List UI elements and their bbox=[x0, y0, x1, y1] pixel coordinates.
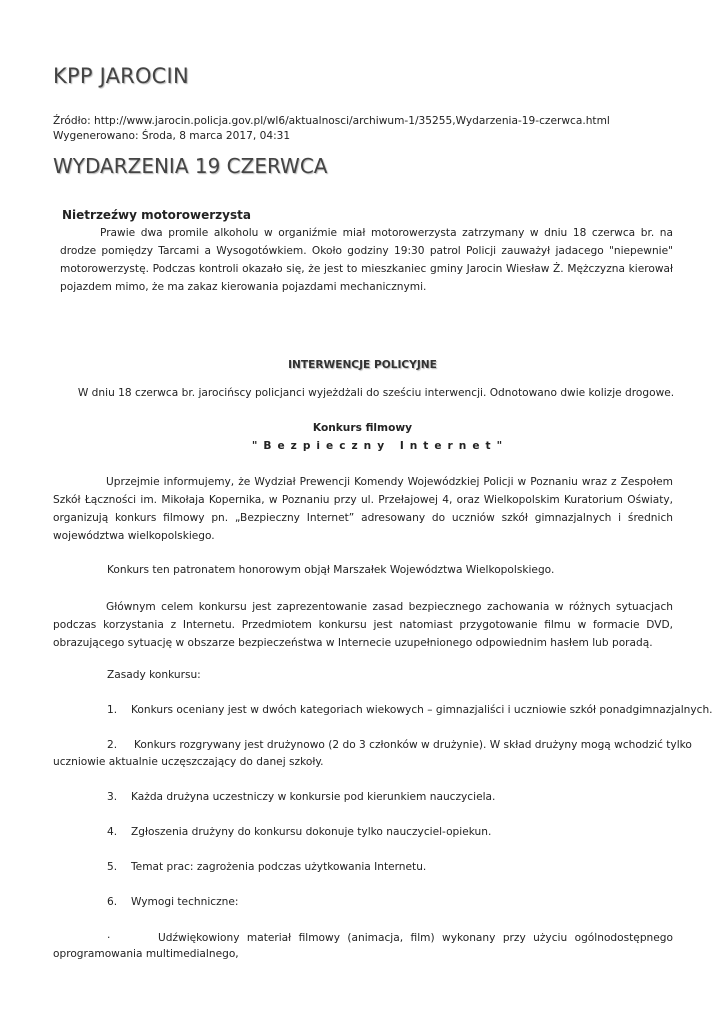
article-heading: Nietrzeźwy motorowerzysta bbox=[62, 208, 251, 222]
site-title: KPP JAROCIN bbox=[53, 64, 189, 88]
list-number: 2. bbox=[107, 739, 118, 751]
list-text: Wymogi techniczne: bbox=[131, 896, 239, 908]
list-text: Temat prac: zagrożenia podczas użytkowania Internetu. bbox=[131, 861, 427, 873]
contest-paragraph: Uprzejmie informujemy, że Wydział Prewencji Komendy Wojewódzkiej Policji w Poznaniu wraz z Zespołem Szkół Łączności im. Mikołaja Kopernika, w Poznaniu przy ul. Przełajowej 4, oraz Wielkopolskim Kuratorium Oświaty, organizują konkurs filmowy pn. „Bezpieczny Internet” adresowany do uczniów szkół gimnazjalnych i średnich województwa wielkopolskiego. bbox=[53, 476, 673, 542]
contest-title: Konkurs filmowy bbox=[312, 422, 413, 434]
list-text: Konkurs oceniany jest w dwóch kategoriach wiekowych – gimnazjaliści i uczniowie szkół ponadgimnazjalnych. bbox=[131, 704, 713, 716]
article-body: Prawie dwa promile alkoholu w organiźmie miał motorowerzysta zatrzymany w dniu 18 czerwca br. na drodze pomiędzy Tarcami a Wysogotówkiem. Około godziny 19:30 patrol Policji zauważył jadacego "niepewnie" motorowerzystę. Podczas kontroli okazało się, że jest to mieszkaniec gminy Jarocin Wiesław Ż. Mężczyzna kierował pojazdem mimo, że ma zakaz kierowania pojazdami mechanicznymi. bbox=[60, 227, 673, 293]
list-text: Konkurs rozgrywany jest drużynowo (2 do 3 członków w drużynie). W skład drużyny mogą wchodzić tylko bbox=[134, 739, 692, 751]
rules-label: Zasady konkursu: bbox=[107, 669, 201, 681]
list-text: Zgłoszenia drużyny do konkursu dokonuje tylko nauczyciel-opiekun. bbox=[131, 826, 492, 838]
page-title: WYDARZENIA 19 CZERWCA bbox=[53, 154, 328, 178]
bullet-symbol: · bbox=[107, 932, 111, 944]
list-number: 6. bbox=[107, 896, 118, 908]
bullet-text: oprogramowania multimedialnego, bbox=[53, 948, 239, 960]
interventions-text: W dniu 18 czerwca br. jarocińscy policjanci wyjeżdżali do sześciu interwencji. Odnotowano dwie kolizje drogowe. bbox=[77, 387, 675, 399]
contest-patronage: Konkurs ten patronatem honorowym objął Marszałek Województwa Wielkopolskiego. bbox=[107, 564, 555, 576]
contest-subtitle: "Bezpieczny Internet" bbox=[251, 440, 509, 452]
list-text: uczniowie aktualnie uczęszczający do danej szkoły. bbox=[53, 756, 324, 768]
generated-line: Wygenerowano: Środa, 8 marca 2017, 04:31 bbox=[53, 130, 291, 142]
list-text: Każda drużyna uczestniczy w konkursie pod kierunkiem nauczyciela. bbox=[131, 791, 496, 803]
list-number: 1. bbox=[107, 704, 118, 716]
section-heading: INTERWENCJE POLICYJNE bbox=[288, 359, 437, 371]
list-number: 3. bbox=[107, 791, 118, 803]
list-number: 4. bbox=[107, 826, 118, 838]
bullet-text: Udźwiękowiony materiał filmowy (animacja, film) wykonany przy użyciu ogólnodostępnego bbox=[158, 932, 673, 944]
contest-goal-paragraph: Głównym celem konkursu jest zaprezentowanie zasad bezpiecznego zachowania w różnych sytuacjach podczas korzystania z Internetu. Przedmiotem konkursu jest natomiast przygotowanie filmu w formacie DVD, obrazującego sytuację w obszarze bezpieczeństwa w Internecie uzupełnionego odpowiednim hasłem lub poradą. bbox=[53, 601, 673, 649]
list-number: 5. bbox=[107, 861, 118, 873]
source-line: Źródło: http://www.jarocin.policja.gov.pl/wl6/aktualnosci/archiwum-1/35255,Wydarzenia-19-czerwca.html bbox=[53, 115, 610, 127]
